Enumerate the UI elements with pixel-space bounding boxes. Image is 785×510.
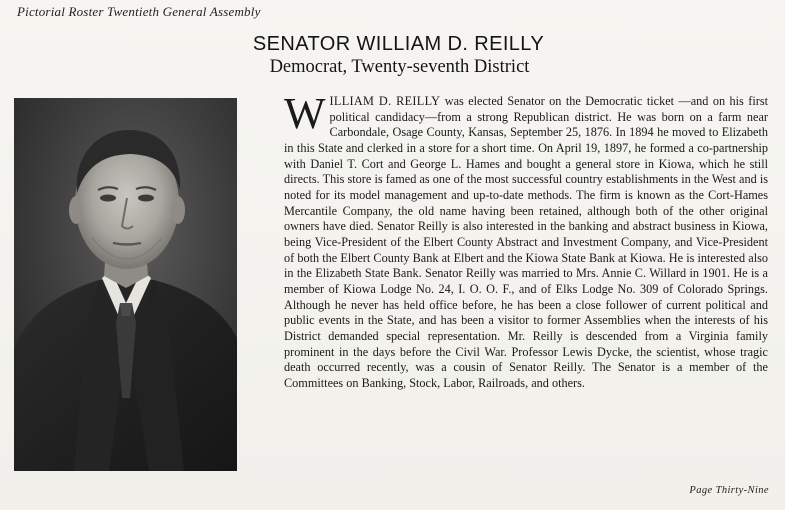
page-title: SENATOR WILLIAM D. REILLY [252,33,545,55]
portrait-tie-knot [120,303,132,316]
page-number: Page Thirty-Nine [689,485,769,496]
portrait-ear-right [171,196,185,224]
portrait-ear-left [69,196,83,224]
portrait-eye-right [138,195,154,202]
biography-body-text: was elected Senator on the Democratic ticket —and on his first political candidacy—from a strong Republican district. He was born on a farm near Carbondale, Osage County, Kansas, September 25, 1876. In 1894 he moved to Elizabeth in this State and clerked in a store for a short time. On April 19, 1897, he formed a co-partnership with Daniel T. Cort and George L. Hames and bought a general store in Kiowa, which he still directs. This store is famed as one of the most successful country establishments in the West and is noted for its model management and up-to-date methods. The firm is known as the Cort-Hames Mercantile Company, the old name having been retained, although both of the other original owners have died. Senator Reilly is also interested in the banking and abstract business in Kiowa, being Vice-President of the Elbert County Abstract and Investment Company, and Vice-President of both the Elbert County Bank at Elbert and the Kiowa State Bank at Kiowa. He is interested also in the Elizabeth State Bank. Senator Reilly was married to Mrs. Annie C. Willard in 1901. He is a member of Kiowa Lodge No. 24, I. O. O. F., and of Elks Lodge No. 309 of Colorado Springs. Although he never has held office before, he has been a close follower of current political and public events in the State, and has been a visitor to former Assemblies when the interests of his District demanded special representation. Mr. Reilly is descended from a Virginia family prominent in the days before the Civil War. Professor Lewis Dycke, the scientist, whose tragic death occurred recently, was a cousin of Senator Reilly. The Senator is a member of the Committees on Banking, Stock, Labor, Railroads, and others. [284,94,768,390]
running-header: Pictorial Roster Twentieth General Assembly [17,4,261,19]
biography-lead-name: ILLIAM D. REILLY [329,94,441,108]
senator-portrait-photo [14,98,237,471]
portrait-eye-left [100,195,116,202]
portrait-illustration [14,98,237,471]
page-subtitle: Democrat, Twenty-seventh District [269,57,530,77]
senator-biography [284,94,768,470]
biography-drop-cap: W [284,94,326,138]
